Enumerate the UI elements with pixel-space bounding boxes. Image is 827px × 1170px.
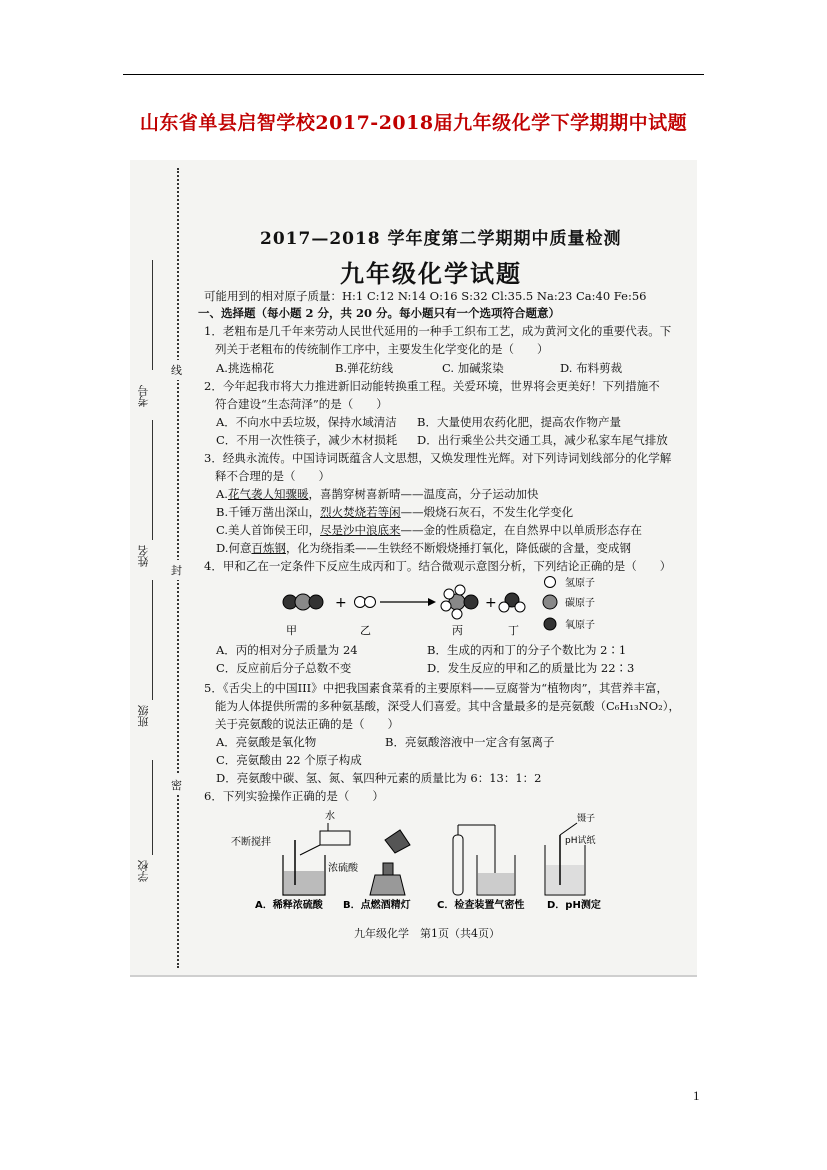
- q4-option-a: A．丙的相对分子质量为 24: [216, 643, 358, 657]
- figure-c-airtight-check: [437, 825, 524, 910]
- q6-option-d: D．pH测定: [547, 900, 601, 910]
- legend-carbon: 碳原子: [565, 598, 595, 609]
- label-yi: 乙: [360, 624, 371, 637]
- molecule-yi: [355, 597, 376, 608]
- q5-stem-line1: 5．《舌尖上的中国III》中把我国素食菜肴的主要原料——豆腐誉为“植物肉”，其营养丰富，: [204, 681, 668, 695]
- svg-text:+: +: [485, 595, 497, 611]
- q4-stem: 4．甲和乙在一定条件下反应生成丙和丁。结合微观示意图分析，下列结论正确的是（ ）: [204, 559, 672, 573]
- legend-hydrogen: 氢原子: [565, 578, 595, 589]
- q6-option-b: B．点燃酒精灯: [343, 900, 411, 910]
- side-label-school: 学校: [137, 860, 150, 882]
- q1-stem-line1: 1．老粗布是几千年来劳动人民世代延用的一种手工织布工艺，成为黄河文化的重要代表。下: [204, 324, 672, 338]
- q2-option-d: D．出行乘坐公共交通工具，减少私家车尾气排放: [417, 433, 668, 447]
- side-blank-class: [152, 580, 153, 700]
- q5-stem-line3: 关于亮氨酸的说法正确的是（ ）: [215, 717, 399, 731]
- side-mark-seal-2: 密: [171, 775, 182, 795]
- q2-option-b: B．大量使用农药化肥，提高农作物产量: [417, 415, 621, 429]
- label-acid: 浓硫酸: [328, 863, 358, 874]
- q5-option-d: D．亮氨酸中碳、氢、氮、氧四种元素的质量比为 6：13：1：2: [216, 771, 542, 785]
- q3-stem-line2: 释不合理的是（ ）: [215, 469, 330, 483]
- q2-option-a: A．不向水中丢垃圾，保持水域清洁: [216, 415, 397, 429]
- q4-reaction-diagram: [260, 574, 640, 640]
- q6-stem: 6．下列实验操作正确的是（ ）: [204, 789, 384, 803]
- q6-option-c: C．检查装置气密性: [437, 900, 525, 910]
- q5-option-b: B．亮氨酸溶液中一定含有氢离子: [385, 735, 555, 749]
- label-ding: 丁: [508, 624, 519, 637]
- figure-d-ph-test: [545, 812, 601, 910]
- q3-option-d: D.何意百炼钢，化为绕指柔——生铁经不断煅烧捶打氧化，降低碳的含量，变成钢: [216, 541, 631, 555]
- q1-stem-line2: 列关于老粗布的传统制作工序中，主要发生化学变化的是（ ）: [215, 342, 549, 356]
- q6-experiment-figures: [225, 805, 605, 910]
- q5-option-c: C．亮氨酸由 22 个原子构成: [216, 753, 362, 767]
- exam-header: 2017—2018 学年度第二学期期中质量检测: [260, 229, 622, 249]
- q1-option-c: C. 加碱浆染: [442, 361, 504, 375]
- q3-option-a: A.花气袭人知骤暖，喜鹊穿树喜新晴——温度高，分子运动加快: [216, 487, 539, 501]
- side-label-exam-no: 考号: [137, 385, 150, 407]
- q3-option-b: B.千锤万凿出深山，烈火焚烧若等闲——煅烧石灰石，不发生化学变化: [216, 505, 574, 519]
- label-jia: 甲: [286, 624, 297, 637]
- section-one-heading: 一、选择题（每小题 2 分，共 20 分。每小题只有一个选项符合题意）: [198, 306, 561, 320]
- label-ph-paper: pH试纸: [565, 836, 596, 846]
- svg-text:+: +: [335, 595, 347, 611]
- q1-option-b: B.弹花纺线: [335, 361, 394, 375]
- q6-option-a: A．稀释浓硫酸: [255, 900, 323, 910]
- label-tweezers: 镊子: [577, 814, 596, 824]
- legend-oxygen-icon: [544, 618, 556, 630]
- side-blank-school: [152, 760, 153, 855]
- q4-option-c: C．反应前后分子总数不变: [216, 661, 352, 675]
- legend-hydrogen-icon: [545, 577, 556, 588]
- q3-stem-line1: 3．经典永流传。中国诗词既蕴含人文思想，又焕发理性光辉。对下列诗词划线部分的化学解: [204, 451, 672, 465]
- molecule-jia: [283, 594, 323, 610]
- side-blank-name: [152, 420, 153, 540]
- side-label-class: 班级: [137, 705, 150, 727]
- q1-option-a: A.挑选棉花: [216, 361, 274, 375]
- side-label-name: 姓名: [137, 545, 150, 567]
- side-mark-line: 线: [171, 360, 182, 380]
- atomic-mass-line: 可能用到的相对原子质量：H:1 C:12 N:14 O:16 S:32 Cl:35.5 Na:23 Ca:40 Fe:56: [204, 289, 647, 303]
- q2-stem-line2: 符合建设“生态菏泽”的是（ ）: [215, 397, 388, 411]
- side-blank-exam-no: [152, 260, 153, 370]
- label-water: 水: [325, 811, 335, 822]
- q1-option-d: D. 布料剪裁: [560, 361, 623, 375]
- scanned-exam-page: [130, 160, 697, 977]
- exam-title: 九年级化学试题: [340, 259, 522, 288]
- document-title: 山东省单县启智学校2017-2018届九年级化学下学期期中试题: [139, 112, 688, 134]
- q2-stem-line1: 2．今年起我市将大力推进新旧动能转换重工程。关爱环境，世界将会更美好！下列措施不: [204, 379, 660, 393]
- label-bing: 丙: [452, 624, 463, 637]
- figure-a-dilute-acid: [231, 809, 359, 910]
- legend-carbon-icon: [543, 595, 557, 609]
- exam-page-footer: 九年级化学 第1页（共4页）: [354, 927, 500, 940]
- q3-option-c: C.美人首饰侯王印，尽是沙中浪底来——金的性质稳定，在自然界中以单质形态存在: [216, 523, 643, 537]
- q4-option-d: D．发生反应的甲和乙的质量比为 22∶3: [427, 661, 635, 675]
- q2-option-c: C．不用一次性筷子，减少木材损耗: [216, 433, 398, 447]
- q5-option-a: A．亮氨酸是氧化物: [216, 735, 317, 749]
- label-stir: 不断搅拌: [231, 837, 271, 848]
- q5-stem-line2: 能为人体提供所需的多种氨基酸，深受人们喜爱。其中含量最多的是亮氨酸（C₆H₁₃NO₂），: [215, 699, 681, 713]
- legend-oxygen: 氧原子: [565, 620, 595, 631]
- side-mark-seal: 封: [171, 560, 182, 580]
- molecule-bing: [441, 585, 478, 619]
- q4-option-b: B．生成的丙和丁的分子个数比为 2∶1: [427, 643, 627, 657]
- molecule-ding: [499, 593, 525, 612]
- top-rule: [123, 74, 704, 75]
- page-number: 1: [693, 1088, 700, 1103]
